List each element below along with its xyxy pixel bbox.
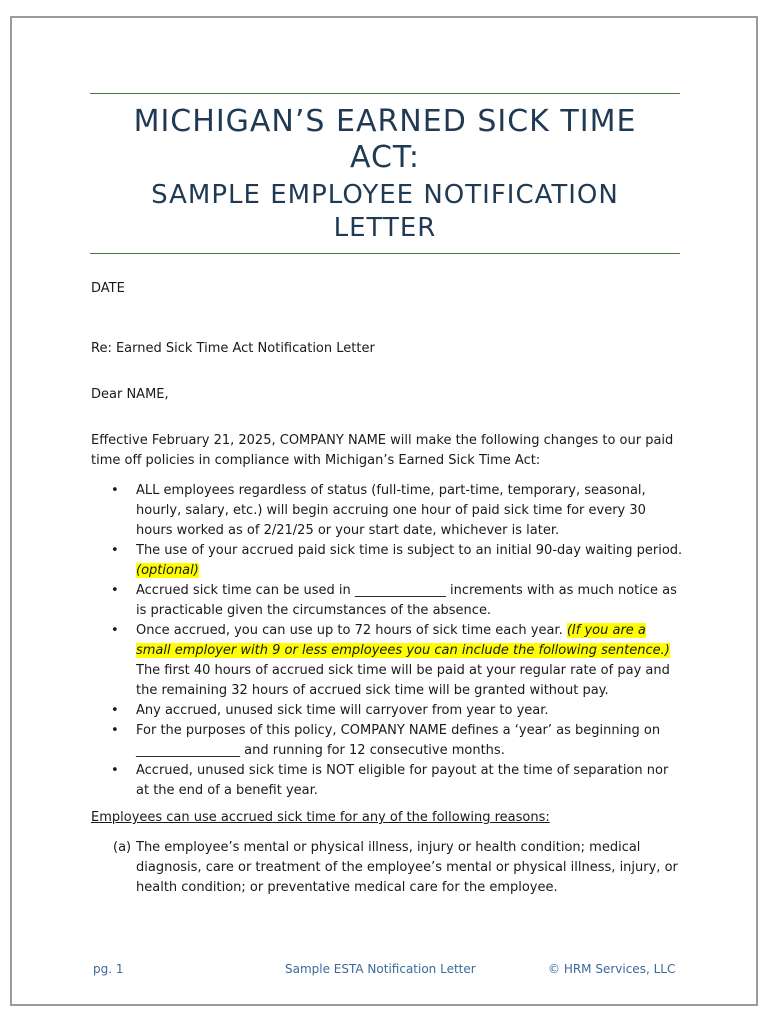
bullet-increments-text: Accrued sick time can be used in ______________ increments with as much notice as is practicable given the circumstances of the absence. xyxy=(136,583,677,618)
bullet-usage-text: Once accrued, you can use up to 72 hours of sick time each year. xyxy=(136,623,567,638)
title-main xyxy=(90,104,680,176)
greeting: Dear NAME, xyxy=(91,387,169,402)
bullet-accrual xyxy=(136,481,683,541)
document-title xyxy=(90,104,680,245)
date-placeholder: DATE xyxy=(91,281,125,296)
title-top-rule xyxy=(90,93,680,94)
reason-item-a xyxy=(113,838,683,898)
bullet-carryover-text: Any accrued, unused sick time will carryover from year to year. xyxy=(136,703,549,718)
title-subtitle-line1: SAMPLE EMPLOYEE NOTIFICATION xyxy=(151,180,619,210)
policy-bullet-list xyxy=(91,481,683,801)
title-main-line1: MICHIGAN’S EARNED SICK TIME xyxy=(133,104,637,139)
small-employer-highlight: (If you are a small employer with 9 or less employees you can include the following sentence.) xyxy=(136,623,670,658)
bullet-accrual-text: ALL employees regardless of status (full-time, part-time, temporary, seasonal, hourly, salary, etc.) will begin accruing one hour of paid sick time for every 30 hours worked as of 2/21/25 or your start date, whichever is later. xyxy=(136,483,646,538)
footer-copyright: © HRM Services, LLC xyxy=(548,962,676,976)
bullet-year-text: For the purposes of this policy, COMPANY NAME defines a ‘year’ as beginning on ________________ and running for 12 consecutive months. xyxy=(136,723,661,758)
footer-page-number: pg. 1 xyxy=(93,962,124,976)
footer-document-name: Sample ESTA Notification Letter xyxy=(285,962,476,976)
reason-a-text: The employee’s mental or physical illness, injury or health condition; medical diagnosis, care or treatment of the employee’s mental or physical illness, injury, or health condition; or preventative medical care for the employee. xyxy=(136,840,678,895)
bullet-waiting-period xyxy=(136,541,683,581)
re-line: Re: Earned Sick Time Act Notification Letter xyxy=(91,341,375,356)
bullet-usage-rest: The first 40 hours of accrued sick time will be paid at your regular rate of pay and the remaining 32 hours of accrued sick time will be granted without pay. xyxy=(136,663,670,698)
bullet-usage-limit xyxy=(136,621,683,701)
title-subtitle xyxy=(90,179,680,245)
bullet-increments xyxy=(136,581,683,621)
intro-paragraph: Effective February 21, 2025, COMPANY NAME will make the following changes to our paid time off policies in compliance with Michigan’s Earned Sick Time Act: xyxy=(91,433,674,468)
reasons-heading: Employees can use accrued sick time for any of the following reasons: xyxy=(91,810,550,825)
bullet-carryover xyxy=(136,701,683,721)
title-bottom-rule xyxy=(90,253,680,254)
reason-a-marker: (a) xyxy=(113,840,132,855)
title-subtitle-line2: LETTER xyxy=(333,213,437,243)
bullet-payout-text: Accrued, unused sick time is NOT eligible for payout at the time of separation nor at the end of a benefit year. xyxy=(136,763,669,798)
bullet-year-definition xyxy=(136,721,683,761)
optional-highlight: (optional) xyxy=(136,563,199,578)
bullet-payout xyxy=(136,761,683,801)
bullet-waiting-text: The use of your accrued paid sick time is subject to an initial 90-day waiting period. xyxy=(136,543,683,558)
title-main-line2: ACT: xyxy=(349,140,421,175)
